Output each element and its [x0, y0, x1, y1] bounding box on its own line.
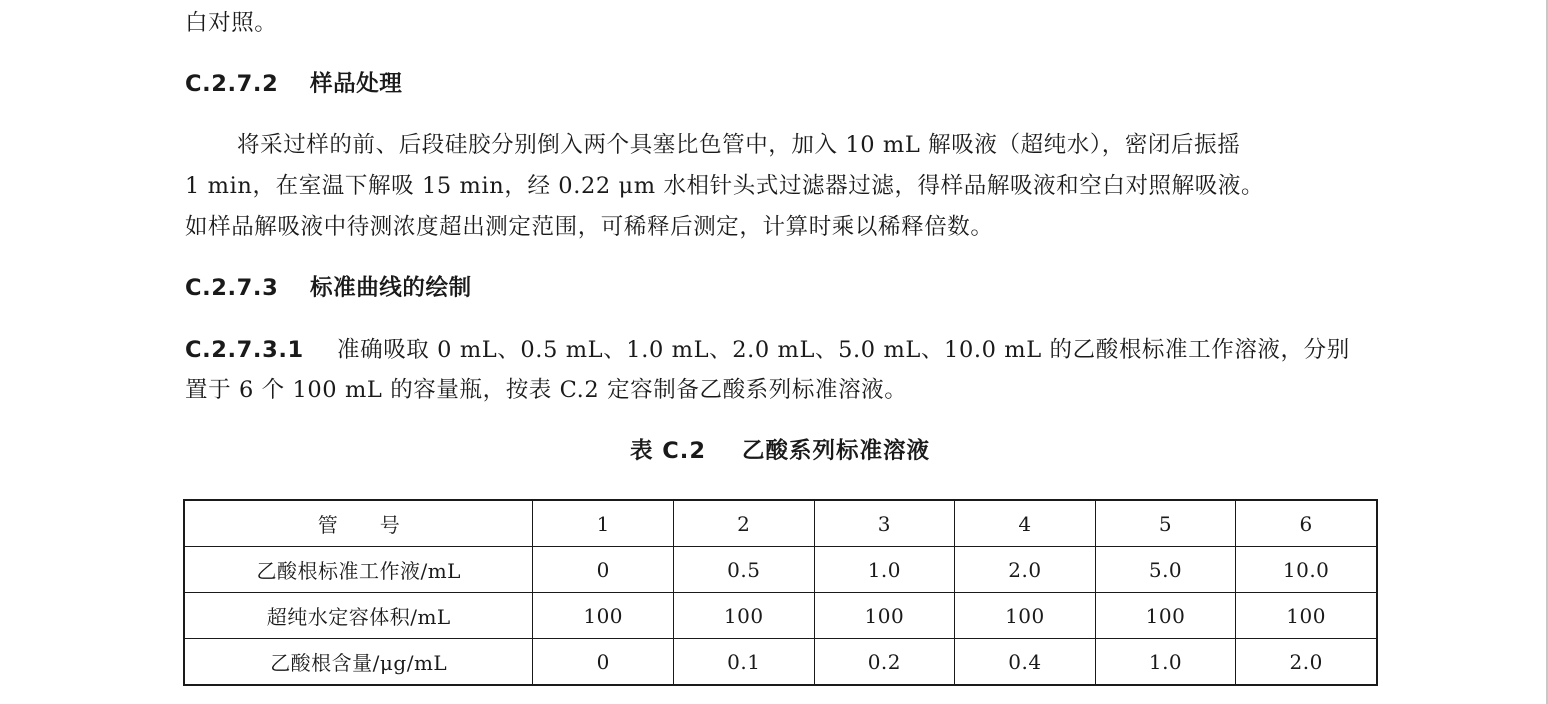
intro-line: 白对照。 [185, 10, 278, 36]
header-cell [184, 500, 533, 547]
table-cell: 100 [533, 593, 674, 639]
row-label: 乙酸根标准工作液/mL [184, 547, 533, 593]
section-number: C.2.7.2 [185, 71, 279, 97]
header-label: 管号 [317, 513, 442, 537]
table-cell: 0.5 [673, 547, 814, 593]
table-row [184, 593, 1377, 639]
table-cell: 100 [673, 593, 814, 639]
paragraph-line: 1 min，在室温下解吸 15 min，经 0.22 μm 水相针头式过滤器过滤，得样品解吸液和空白对照解吸液。 [185, 173, 1265, 199]
table-cell: 0.1 [673, 639, 814, 686]
table-caption-title: 乙酸系列标准溶液 [742, 438, 931, 464]
table-row [184, 639, 1377, 686]
table-cell: 2.0 [955, 547, 1096, 593]
table-caption-number: 表 C.2 [629, 438, 707, 464]
paragraph-line: 如样品解吸液中待测浓度超出测定范围，可稀释后测定，计算时乘以稀释倍数。 [185, 214, 994, 240]
section-title: 标准曲线的绘制 [310, 275, 472, 301]
table-cell: 10.0 [1236, 547, 1377, 593]
table-row [184, 547, 1377, 593]
section-heading-c273 [185, 273, 472, 303]
paragraph-c2731-line2: 置于 6 个 100 mL 的容量瓶，按表 C.2 定容制备乙酸系列标准溶液。 [185, 377, 908, 403]
header-cell: 5 [1095, 500, 1236, 547]
paragraph-line: 将采过样的前、后段硅胶分别倒入两个具塞比色管中，加入 10 mL 解吸液（超纯水），密闭后振摇 [237, 132, 1241, 158]
standard-solution-table [183, 499, 1378, 686]
table-cell: 0.2 [814, 639, 955, 686]
table-cell: 100 [814, 593, 955, 639]
header-cell: 2 [673, 500, 814, 547]
header-cell: 4 [955, 500, 1096, 547]
table-cell: 100 [1095, 593, 1236, 639]
table-cell: 5.0 [1095, 547, 1236, 593]
section-heading-c272 [185, 69, 402, 99]
table-cell: 2.0 [1236, 639, 1377, 686]
header-cell: 1 [533, 500, 674, 547]
header-cell: 3 [814, 500, 955, 547]
paragraph-number: C.2.7.3.1 [185, 337, 304, 363]
table-cell: 1.0 [814, 547, 955, 593]
table-cell: 0.4 [955, 639, 1096, 686]
table-cell: 0 [533, 639, 674, 686]
table-header-row [184, 500, 1377, 547]
paragraph-text: 准确吸取 0 mL、0.5 mL、1.0 mL、2.0 mL、5.0 mL、10.0 mL 的乙酸根标准工作溶液，分别 [337, 337, 1350, 363]
section-title: 样品处理 [310, 71, 403, 97]
table-cell: 0 [533, 547, 674, 593]
paragraph-c2731-line1 [185, 335, 1350, 365]
header-cell: 6 [1236, 500, 1377, 547]
table-cell: 100 [1236, 593, 1377, 639]
row-label: 超纯水定容体积/mL [184, 593, 533, 639]
row-label: 乙酸根含量/μg/mL [184, 639, 533, 686]
table-caption [0, 436, 1548, 466]
table-cell: 1.0 [1095, 639, 1236, 686]
section-number: C.2.7.3 [185, 275, 279, 301]
table-cell: 100 [955, 593, 1096, 639]
